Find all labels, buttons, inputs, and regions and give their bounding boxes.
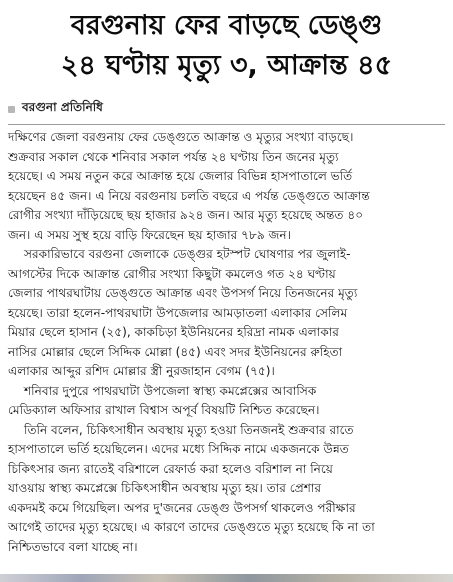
paragraph-line: মেডিক্যাল অফিসার রাখাল বিশ্বাস অপূর্ব বিষয়টি নিশ্চিত করেছেন।: [8, 403, 320, 417]
paragraph-line: যাওয়ায় স্বাস্থ্য কমপ্লেক্সে চিকিৎসাধীন অবস্থায় মৃত্যু হয়। তার প্রেশার: [8, 481, 322, 495]
paragraph-3: [8, 382, 443, 421]
paragraph-line: নাসির মোল্লার ছেলে সিদ্দিক মোল্লা (৪৫) এবং সদর ইউনিয়নের রুহিতা: [8, 344, 343, 359]
article-body: [0, 125, 453, 557]
headline: [0, 0, 453, 86]
headline-line-2: ২৪ ঘণ্টায় মৃত্যু ৩, আক্রান্ত ৪৫: [60, 50, 393, 81]
paragraph-line: মিয়ার ছেলে হাসান (২৫), কাকচিড়া ইউনিয়নের হরিদ্রা নামক এলাকার: [8, 325, 339, 339]
paragraph-line: হয়েছেন ৪৫ জন। এ নিয়ে বরগুনায় চলতি বছরে এ পর্যন্ত ডেঙ্গুতে আক্রান্ত: [8, 188, 370, 203]
paragraph-line: হাসপাতালে ভর্তি হয়েছিলেন। এদের মধ্যে সিদ্দিক নামে একজনকে উন্নত: [8, 442, 349, 456]
paragraph-line: শনিবার দুপুরে পাথরঘাটা উপজেলা স্বাস্থ্য কমপ্লেক্সের আবাসিক: [24, 383, 317, 398]
paragraph-line: চিকিৎসার জন্য রাতেই বরিশালে রেফার্ড করা হলেও বরিশাল না নিয়ে: [8, 461, 333, 476]
paragraph-line: জেলার পাথরঘাটায় ডেঙ্গুতে আক্রান্ত এবং উপসর্গ নিয়ে তিনজনের মৃত্যু: [8, 286, 358, 300]
headline-line-1: বরগুনায় ফের বাড়ছে ডেঙ্গু: [70, 10, 383, 41]
byline-text: বরগুনা প্রতিনিধি: [22, 100, 103, 114]
paragraph-line: একদমই কমে গিয়েছিল। অপর দু'জনের ডেঙ্গু উপসর্গ থাকলেও পরীক্ষার: [8, 500, 356, 515]
paragraph-2: [8, 245, 443, 382]
paragraph-line: সরকারিভাবে বরগুনা জেলাকে ডেঙ্গুর হটস্পট ঘোষণার পর জুলাই-: [24, 247, 351, 261]
paragraph-line: জন। এ সময় সুস্থ হয়ে বাড়ি ফিরেছেন ছয় হাজার ৭৮৯ জন।: [8, 227, 291, 242]
cropped-photo-edge: [0, 574, 453, 582]
byline-square-icon: [8, 106, 15, 113]
paragraph-line: নিশ্চিতভাবে বলা যাচ্ছে না।: [8, 539, 138, 554]
paragraph-line: শুক্রবার সকাল থেকে শনিবার সকাল পর্যন্ত ২৪ ঘণ্টায় তিন জনের মৃত্যু: [8, 149, 339, 164]
paragraph-line: রোগীর সংখ্যা দাঁড়িয়েছে ছয় হাজার ৯২৪ জন। আর মৃত্যু হয়েছে অন্তত ৪০: [8, 208, 364, 222]
paragraph-4: [8, 421, 443, 558]
paragraph-line: আগস্টের দিকে আক্রান্ত রোগীর সংখ্যা কিছুটা কমলেও গত ২৪ ঘণ্টায়: [8, 266, 336, 281]
paragraph-line: এলাকার আব্দুর রশিদ মোল্লার স্ত্রী নুরজাহান বেগম (৭৫)।: [8, 364, 275, 378]
paragraph-1: [8, 128, 443, 245]
byline: [8, 100, 453, 118]
paragraph-line: দক্ষিণের জেলা বরগুনায় ফের ডেঙ্গুতে আক্রান্ত ও মৃত্যুর সংখ্যা বাড়ছে।: [8, 130, 354, 144]
paragraph-line: আগেই তাদের মৃত্যু হয়েছে। এ কারণে তাদের ডেঙ্গুতে মৃত্যু হয়েছে কি না তা: [8, 520, 375, 534]
paragraph-line: হয়েছে। এ সময় নতুন করে আক্রান্ত হয়ে জেলার বিভিন্ন হাসপাতালে ভর্তি: [8, 169, 353, 183]
paragraph-line: তিনি বলেন, চিকিৎসাধীন অবস্থায় মৃত্যু হওয়া তিনজনই শুক্রবার রাতে: [24, 422, 354, 437]
paragraph-line: হয়েছে। তারা হলেন-পাথরঘাটা উপজেলার আমড়াতলা এলাকার সেলিম: [8, 305, 348, 320]
